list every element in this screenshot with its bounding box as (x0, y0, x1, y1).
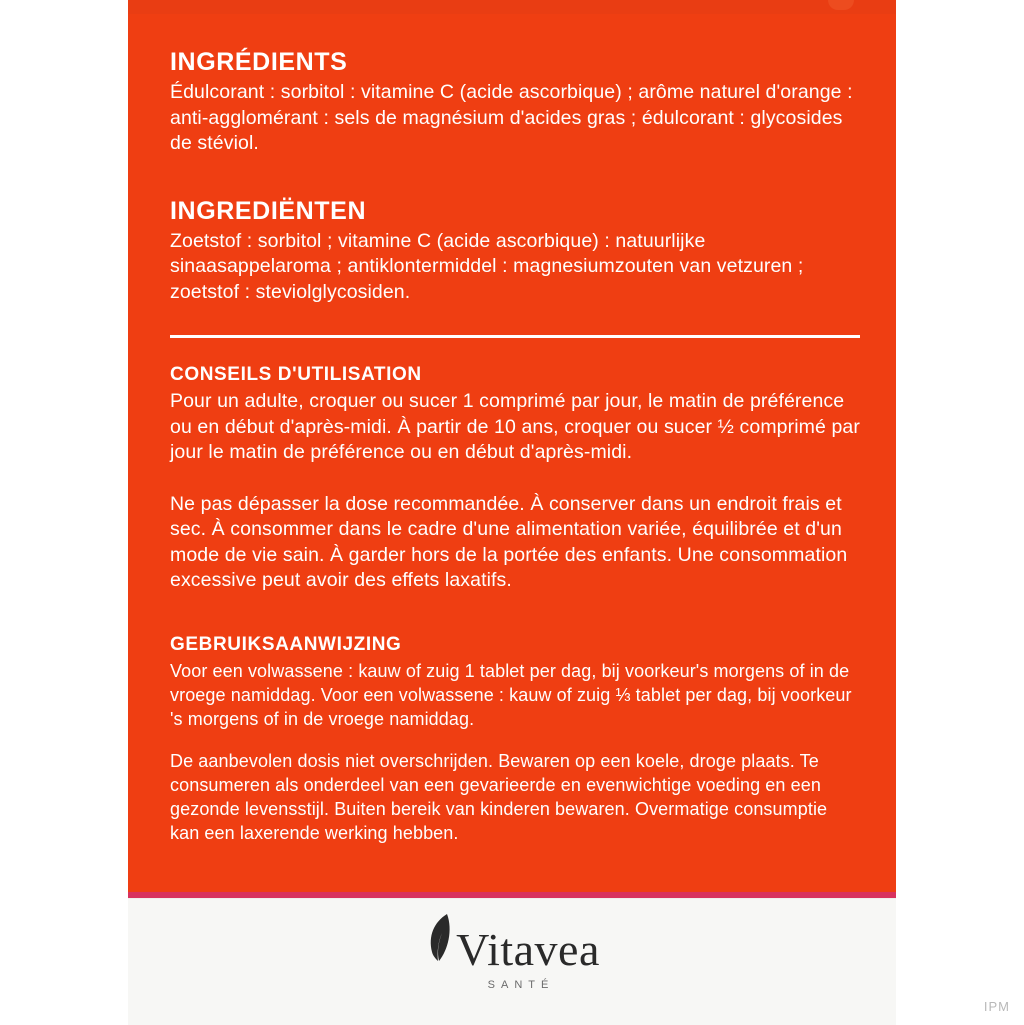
ingredients-fr-title: INGRÉDIENTS (170, 48, 348, 76)
ingredients-nl-section (170, 197, 860, 306)
ingredients-nl-body: Zoetstof : sorbitol ; vitamine C (acide ascorbique) : natuurlijke sinaasappelaroma ; antiklontermiddel : magnesiumzouten van vetzuren ; zoetstof : steviolglycosiden. (170, 229, 804, 303)
usage-nl-warning: De aanbevolen dosis niet overschrijden. Bewaren op een koele, droge plaats. Te consumeren als onderdeel van een gevarieerde en evenwichtige voeding en een gezonde levensstijl. Buiten bereik van kinderen bewaren. Overmatige consumptie kan een laxerende werking hebben. (170, 750, 828, 843)
package-top-edge (128, 0, 896, 14)
spacer (170, 731, 860, 749)
spacer (170, 163, 860, 197)
brand-tagline: SANTÉ (487, 979, 555, 991)
usage-fr-body: Pour un adulte, croquer ou sucer 1 comprimé par jour, le matin de préférence ou en début d'après-midi. À partir de 10 ans, croquer ou sucer ½ comprimé par jour le matin de préférence ou en début d'après-midi. (170, 390, 860, 463)
usage-nl-body: Voor een volwassene : kauw of zuig 1 tablet per dag, bij voorkeur's morgens of in de vroege namiddag. Voor een volwassene : kauw of zuig ⅓ tablet per dag, bij voorkeur 's morgens of in de vroege namiddag. (170, 660, 852, 729)
left-white-margin (0, 0, 128, 1024)
right-white-margin (896, 0, 1024, 1024)
package-back-panel (128, 0, 896, 898)
usage-fr-warning: Ne pas dépasser la dose recommandée. À conserver dans un endroit frais et sec. À consommer dans le cadre d'une alimentation variée, équilibrée et d'un mode de vie sain. À garder hors de la portée des enfants. Une consommation excessive peut avoir des effets laxatifs. (170, 492, 848, 591)
brand-name: Vitavea (456, 924, 600, 975)
usage-nl-title: GEBRUIKSAANWIJZING (170, 633, 402, 655)
spacer (170, 600, 860, 634)
section-divider (170, 335, 860, 338)
package-text-content (170, 48, 860, 851)
leaf-icon (424, 912, 454, 969)
package-footer-band (128, 898, 896, 1025)
image-watermark: IPM (983, 999, 1010, 1014)
usage-fr-section (170, 364, 860, 594)
usage-fr-title: CONSEILS D'UTILISATION (170, 364, 422, 385)
ingredients-fr-body: Édulcorant : sorbitol : vitamine C (acide ascorbique) ; arôme naturel d'orange : anti-agglomérant : sels de magnésium d'acides gras ; édulcorant : glycosides de stéviol. (170, 81, 853, 154)
ingredients-nl-title: INGREDIËNTEN (170, 196, 367, 225)
spacer (170, 466, 860, 492)
brand-logo (128, 921, 896, 991)
usage-nl-section (170, 634, 860, 845)
ingredients-fr-section (170, 48, 860, 157)
